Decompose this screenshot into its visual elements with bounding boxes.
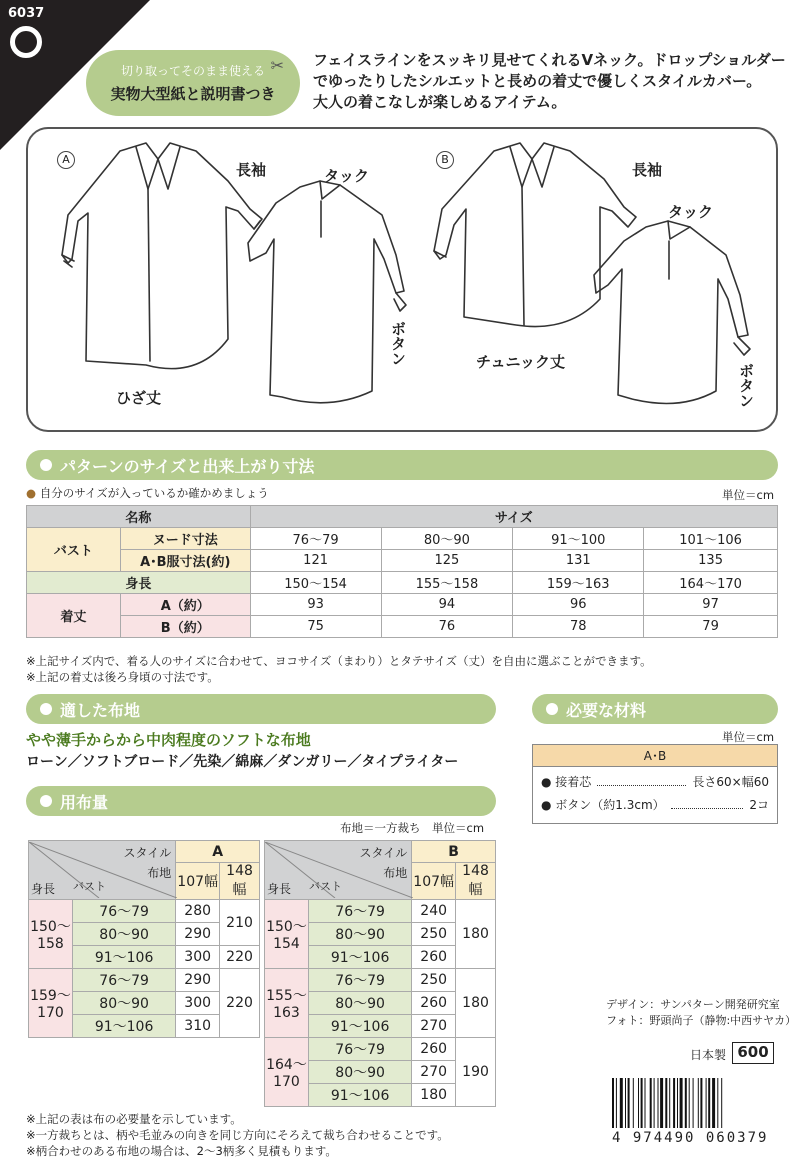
value-cell: 310 xyxy=(176,1015,220,1038)
style-label: スタイル xyxy=(359,846,408,860)
height-cell: 159〜170 xyxy=(29,969,73,1038)
size-table xyxy=(26,505,778,638)
row-label-length-a: A（約） xyxy=(120,594,250,616)
b-tuck-label: タック xyxy=(668,203,714,221)
illustration-panel xyxy=(26,127,778,432)
value-cell: 220 xyxy=(220,946,260,969)
table-cell: 135 xyxy=(644,550,778,572)
style-value: B xyxy=(412,841,496,863)
yardage-section-header xyxy=(26,786,496,816)
b-button-label: ボタン xyxy=(737,363,755,408)
value-cell: 180 xyxy=(456,900,496,969)
intro-line: フェイスラインをスッキリ見せてくれるVネック。ドロップショルダー xyxy=(313,51,786,69)
size-unit: 単位＝cm xyxy=(722,488,775,502)
table-cell: 79 xyxy=(644,616,778,638)
material-name: ● ボタン（約1.3cm） xyxy=(541,798,665,812)
yardage-table-a xyxy=(28,840,260,1038)
bust-cell: 80〜90 xyxy=(308,992,411,1015)
value-cell: 260 xyxy=(412,946,456,969)
material-value: 2コ xyxy=(749,798,769,812)
material-row xyxy=(533,767,777,790)
bust-cell: 76〜79 xyxy=(72,969,175,992)
value-cell: 290 xyxy=(176,923,220,946)
value-cell: 190 xyxy=(456,1038,496,1107)
value-cell: 290 xyxy=(176,969,220,992)
bust-label: バスト xyxy=(309,880,342,893)
bullet-icon xyxy=(40,459,52,471)
value-cell: 260 xyxy=(412,992,456,1015)
table-cell: 78 xyxy=(513,616,644,638)
table-cell: 164〜170 xyxy=(644,572,778,594)
bust-cell: 80〜90 xyxy=(308,923,411,946)
bust-cell: 76〜79 xyxy=(308,969,411,992)
bust-cell: 91〜106 xyxy=(72,1015,175,1038)
diagonal-header xyxy=(265,841,412,900)
barcode-icon xyxy=(612,1078,780,1130)
bust-cell: 91〜106 xyxy=(308,1015,411,1038)
value-cell: 280 xyxy=(176,900,220,923)
bust-cell: 91〜106 xyxy=(308,946,411,969)
value-cell: 180 xyxy=(412,1084,456,1107)
design-credit: デザイン：サンパターン開発研究室 xyxy=(606,998,780,1011)
style-value: A xyxy=(176,841,260,863)
col-header-size: サイズ xyxy=(250,506,777,528)
height-label: 身長 xyxy=(31,882,56,896)
materials-head: A･B xyxy=(533,745,777,767)
size-check-note xyxy=(26,485,269,501)
yardage-note: ※一方裁ちとは、柄や毛並みの向きを同じ方向にそろえて裁ち合わせることです。 xyxy=(26,1128,449,1142)
bust-cell: 80〜90 xyxy=(72,923,175,946)
table-cell: 93 xyxy=(250,594,381,616)
intro-line: 大人の着こなしが楽しめるアイテム。 xyxy=(313,93,567,111)
bust-cell: 80〜90 xyxy=(72,992,175,1015)
value-cell: 250 xyxy=(412,969,456,992)
a-tuck-label: タック xyxy=(324,167,370,185)
intro-line: でゆったりしたシルエットと長めの着丈で優しくスタイルカバー。 xyxy=(313,72,762,90)
bullet-icon xyxy=(546,703,558,715)
leader-dots xyxy=(597,773,686,786)
table-cell: 76〜79 xyxy=(250,528,381,550)
pattern-code: 6037 xyxy=(8,6,45,21)
fabric-label: 布地 xyxy=(147,866,172,880)
style-b-back-drawing xyxy=(594,221,750,404)
table-cell: 75 xyxy=(250,616,381,638)
bust-label: バスト xyxy=(73,880,106,893)
bust-cell: 91〜106 xyxy=(72,946,175,969)
style-a-front-drawing xyxy=(62,143,262,369)
yardage-section-title: 用布量 xyxy=(60,793,109,812)
row-label-finished: A･B服寸法(約) xyxy=(120,550,250,572)
promo-badge xyxy=(86,50,300,116)
value-cell: 300 xyxy=(176,946,220,969)
row-label-nude: ヌード寸法 xyxy=(120,528,250,550)
size-section-header xyxy=(26,450,778,480)
width-148-header: 148幅 xyxy=(456,863,496,900)
table-cell: 121 xyxy=(250,550,381,572)
style-b-mark: B xyxy=(436,151,454,169)
value-cell: 300 xyxy=(176,992,220,1015)
promo-small-text: 切り取ってそのまま使える xyxy=(120,64,265,78)
bust-cell: 91〜106 xyxy=(308,1084,411,1107)
value-cell: 220 xyxy=(220,969,260,1038)
style-a-mark: A xyxy=(57,151,75,169)
bullet-icon xyxy=(40,703,52,715)
material-name: ● 接着芯 xyxy=(541,775,592,789)
width-148-header: 148幅 xyxy=(220,863,260,900)
yardage-meta: 布地＝一方裁ち 単位＝cm xyxy=(340,821,485,835)
table-cell: 101〜106 xyxy=(644,528,778,550)
value-cell: 260 xyxy=(412,1038,456,1061)
scissors-icon: ✂ xyxy=(270,56,284,75)
table-cell: 150〜154 xyxy=(250,572,381,594)
table-cell: 76 xyxy=(381,616,513,638)
materials-box xyxy=(532,744,778,824)
barcode-number: 4 974490 060379 xyxy=(612,1130,769,1146)
bullet-icon: ● xyxy=(26,486,37,500)
style-a-back-drawing xyxy=(248,181,406,403)
height-cell: 164〜170 xyxy=(265,1038,309,1107)
bust-cell: 76〜79 xyxy=(308,900,411,923)
row-label-bust: バスト xyxy=(27,528,121,572)
fabric-list: ローン／ソフトブロード／先染／綿麻／ダンガリー／タイプライター xyxy=(26,754,459,770)
leader-dots xyxy=(671,796,744,809)
diagonal-header xyxy=(29,841,176,900)
brand-logo-icon xyxy=(10,26,42,58)
table-cell: 159〜163 xyxy=(513,572,644,594)
height-cell: 155〜163 xyxy=(265,969,309,1038)
made-in-japan: 日本製 xyxy=(690,1048,727,1062)
row-label-length-b: B（約） xyxy=(120,616,250,638)
a-button-label: ボタン xyxy=(389,321,407,366)
width-107-header: 107幅 xyxy=(412,863,456,900)
height-cell: 150〜154 xyxy=(265,900,309,969)
value-cell: 270 xyxy=(412,1015,456,1038)
table-cell: 80〜90 xyxy=(381,528,513,550)
materials-unit: 単位＝cm xyxy=(722,730,775,744)
yardage-table-b xyxy=(264,840,496,1107)
table-cell: 97 xyxy=(644,594,778,616)
b-length-label: チュニック丈 xyxy=(476,353,565,371)
price-box: 600 xyxy=(732,1042,774,1064)
table-cell: 91〜100 xyxy=(513,528,644,550)
fabric-headline: やや薄手からから中肉程度のソフトな布地 xyxy=(26,731,311,749)
material-row xyxy=(533,790,777,813)
value-cell: 250 xyxy=(412,923,456,946)
row-label-height: 身長 xyxy=(27,572,251,594)
intro-text xyxy=(313,50,793,113)
bust-cell: 76〜79 xyxy=(308,1038,411,1061)
table-cell: 125 xyxy=(381,550,513,572)
value-cell: 180 xyxy=(456,969,496,1038)
height-label: 身長 xyxy=(267,882,292,896)
photo-credit: フォト：野頭尚子（静物:中西サヤカ） xyxy=(606,1014,797,1027)
value-cell: 240 xyxy=(412,900,456,923)
style-b-front-drawing xyxy=(434,143,636,327)
size-note: ※上記サイズ内で、着る人のサイズに合わせて、ヨコサイズ（まわり）とタテサイズ（丈）を自由に選ぶことができます。 xyxy=(26,654,652,668)
width-107-header: 107幅 xyxy=(176,863,220,900)
bust-cell: 80〜90 xyxy=(308,1061,411,1084)
yardage-note: ※上記の表は布の必要量を示しています。 xyxy=(26,1112,242,1126)
bullet-icon xyxy=(40,795,52,807)
materials-section-title: 必要な材料 xyxy=(566,701,647,720)
fabric-section-header xyxy=(26,694,496,724)
fabric-section-title: 適した布地 xyxy=(60,701,141,720)
size-note: ※上記の着丈は後ろ身頃の寸法です。 xyxy=(26,670,219,684)
col-header-name: 名称 xyxy=(27,506,251,528)
table-cell: 155〜158 xyxy=(381,572,513,594)
materials-section-header xyxy=(532,694,778,724)
promo-big-text: 実物大型紙と説明書つき xyxy=(110,85,276,103)
yardage-note: ※柄合わせのある布地の場合は、2〜3柄多く見積もります。 xyxy=(26,1144,337,1158)
value-cell: 210 xyxy=(220,900,260,946)
style-label: スタイル xyxy=(123,846,172,860)
fabric-label: 布地 xyxy=(383,866,408,880)
size-section-title: パターンのサイズと出来上がり寸法 xyxy=(60,457,315,476)
table-cell: 96 xyxy=(513,594,644,616)
b-sleeve-label: 長袖 xyxy=(632,161,663,179)
material-value: 長さ60×幅60 xyxy=(692,775,769,789)
row-label-length: 着丈 xyxy=(27,594,121,638)
table-cell: 94 xyxy=(381,594,513,616)
a-length-label: ひざ丈 xyxy=(116,389,162,407)
bust-cell: 76〜79 xyxy=(72,900,175,923)
height-cell: 150〜158 xyxy=(29,900,73,969)
size-check-text: 自分のサイズが入っているか確かめましょう xyxy=(39,486,269,500)
value-cell: 270 xyxy=(412,1061,456,1084)
a-sleeve-label: 長袖 xyxy=(236,161,267,179)
table-cell: 131 xyxy=(513,550,644,572)
